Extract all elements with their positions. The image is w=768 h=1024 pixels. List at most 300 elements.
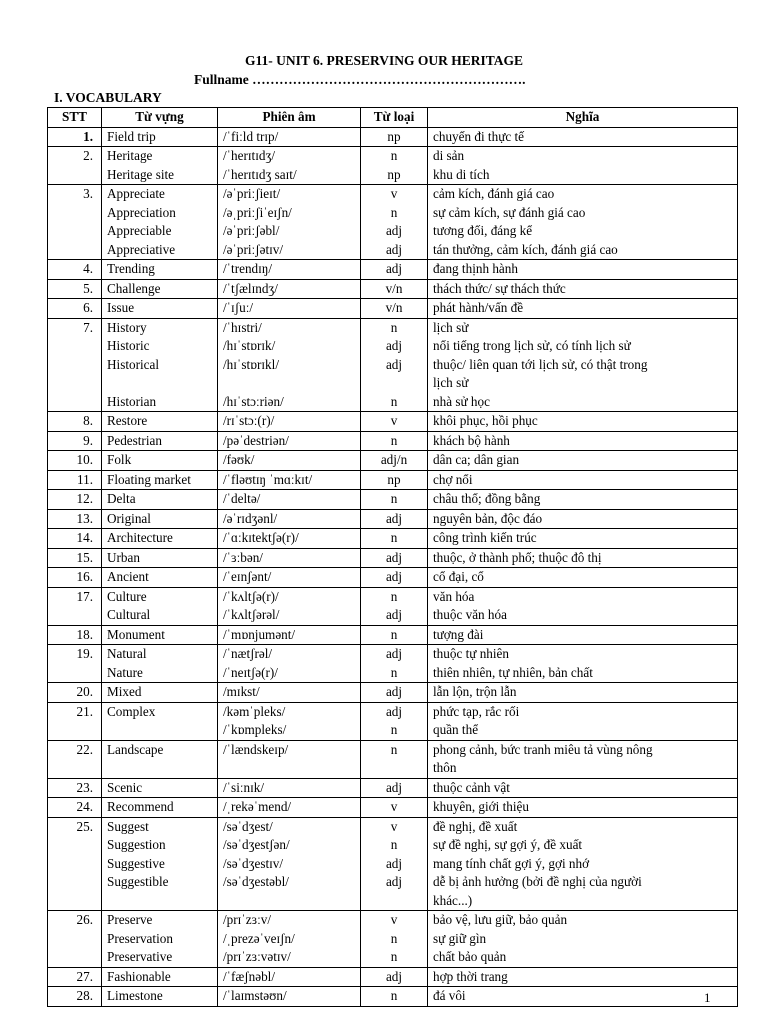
word-cell xyxy=(102,279,218,299)
table-row xyxy=(48,127,738,147)
table-row xyxy=(48,147,738,185)
word-type-cell-line: adj xyxy=(385,261,403,276)
phonetic-cell-line: /ˈneɪtʃə(r)/ xyxy=(223,664,278,680)
phonetic-cell-line: /səˈdʒestʃən/ xyxy=(223,837,290,852)
word-cell-line: Fashionable xyxy=(107,968,171,984)
phonetic-cell xyxy=(218,683,361,703)
word-cell-line: Ancient xyxy=(107,569,149,584)
word-type-cell xyxy=(361,645,428,683)
vocabulary-table xyxy=(47,107,738,1007)
meaning-cell xyxy=(428,431,738,451)
phonetic-cell xyxy=(218,778,361,798)
meaning-cell xyxy=(428,147,738,185)
word-cell-line: Suggest xyxy=(107,818,149,834)
word-cell-line: Field trip xyxy=(107,128,156,144)
phonetic-cell xyxy=(218,911,361,968)
meaning-cell-line: thuộc/ liên quan tới lịch sử, có thật trong xyxy=(433,356,648,372)
word-cell-line: Floating market xyxy=(107,471,191,487)
meaning-cell-line: mang tính chất gợi ý, gợi nhớ xyxy=(433,855,590,871)
meaning-cell xyxy=(428,490,738,510)
meaning-cell-line: văn hóa xyxy=(433,588,475,604)
word-cell-line: Nature xyxy=(107,664,143,680)
meaning-cell xyxy=(428,967,738,987)
phonetic-cell-line: /ˌprezəˈveɪʃn/ xyxy=(223,930,295,946)
word-type-cell-line: n xyxy=(390,148,398,163)
word-cell-line: Historical xyxy=(107,356,160,372)
meaning-cell-line: di sản xyxy=(433,148,465,163)
word-type-cell-line: v/n xyxy=(385,300,403,315)
meaning-cell xyxy=(428,548,738,568)
stt-cell: 23. xyxy=(48,778,102,798)
word-cell-line: Appreciable xyxy=(107,223,172,238)
word-cell-line: Heritage site xyxy=(107,166,175,182)
word-type-cell-line: adj xyxy=(385,223,403,238)
meaning-cell xyxy=(428,412,738,432)
phonetic-cell xyxy=(218,645,361,683)
stt-cell: 11. xyxy=(48,470,102,490)
phonetic-cell-line: /səˈdʒestɪv/ xyxy=(223,855,284,871)
stt-cell: 15. xyxy=(48,548,102,568)
meaning-cell-line: khôi phục, hồi phục xyxy=(433,413,538,428)
word-cell-line xyxy=(107,374,212,393)
phonetic-cell xyxy=(218,817,361,911)
word-cell-line: Mixed xyxy=(107,684,142,699)
phonetic-cell-line: /ˈeɪnʃənt/ xyxy=(223,569,272,584)
stt-cell: 13. xyxy=(48,509,102,529)
stt-cell: 18. xyxy=(48,625,102,645)
word-cell xyxy=(102,147,218,185)
table-row xyxy=(48,412,738,432)
word-type-cell xyxy=(361,451,428,471)
stt-cell: 26. xyxy=(48,911,102,968)
word-cell-line: Historian xyxy=(107,393,157,409)
phonetic-cell-line: /rɪˈstɔː(r)/ xyxy=(223,413,275,428)
word-cell xyxy=(102,625,218,645)
phonetic-cell xyxy=(218,127,361,147)
phonetic-cell-line: /əˈpriːʃətɪv/ xyxy=(223,241,284,257)
phonetic-cell xyxy=(218,967,361,987)
word-cell xyxy=(102,911,218,968)
word-type-cell-line: adj xyxy=(385,779,403,795)
header-stt: STT xyxy=(48,108,102,128)
word-type-cell-line: adj xyxy=(385,855,403,871)
word-cell xyxy=(102,490,218,510)
word-type-cell-line: adj xyxy=(385,874,403,889)
table-row xyxy=(48,683,738,703)
word-type-cell-line: n xyxy=(390,741,398,757)
document-title: G11- UNIT 6. PRESERVING OUR HERITAGE xyxy=(244,53,524,68)
phonetic-cell-line: /fəʊk/ xyxy=(223,452,255,467)
table-row xyxy=(48,451,738,471)
word-cell-line: Landscape xyxy=(107,741,164,757)
phonetic-cell-line: /ˈmɒnjumənt/ xyxy=(223,626,296,642)
word-type-cell-line: v xyxy=(390,799,398,814)
word-cell-line: Heritage xyxy=(107,148,153,163)
word-cell-line: Recommend xyxy=(107,799,174,814)
phonetic-cell-line: /hɪˈstɔːriən/ xyxy=(223,393,284,409)
word-cell xyxy=(102,185,218,260)
word-cell-line: Pedestrian xyxy=(107,432,162,448)
stt-cell: 5. xyxy=(48,279,102,299)
meaning-cell-line: tượng đài xyxy=(433,626,484,642)
meaning-cell-line: sự cảm kích, sự đánh giá cao xyxy=(433,204,586,220)
word-type-cell-line: n xyxy=(390,432,398,448)
stt-cell: 19. xyxy=(48,645,102,683)
word-cell xyxy=(102,451,218,471)
stt-cell: 22. xyxy=(48,740,102,778)
stt-cell: 7. xyxy=(48,318,102,412)
meaning-cell-line: nhà sử học xyxy=(433,393,490,409)
phonetic-cell xyxy=(218,412,361,432)
word-type-cell-line: n xyxy=(390,722,398,737)
phonetic-cell-line: /kəmˈpleks/ xyxy=(223,703,286,719)
table-header-row xyxy=(48,108,738,128)
stt-cell: 17. xyxy=(48,587,102,625)
meaning-cell-line: công trình kiến trúc xyxy=(433,530,537,545)
meaning-cell-line: nổi tiếng trong lịch sử, có tính lịch sử xyxy=(433,338,631,353)
word-cell-line: Culture xyxy=(107,588,147,604)
word-cell-line: Restore xyxy=(107,413,148,428)
word-cell-line: Suggestion xyxy=(107,837,166,852)
word-cell-line: Natural xyxy=(107,646,147,661)
word-type-cell-line: np xyxy=(387,128,401,144)
phonetic-cell-line: /ˈfiːld trɪp/ xyxy=(223,128,279,144)
stt-cell: 27. xyxy=(48,967,102,987)
word-type-cell xyxy=(361,318,428,412)
word-type-cell xyxy=(361,568,428,588)
word-cell xyxy=(102,431,218,451)
word-cell xyxy=(102,470,218,490)
phonetic-cell-line: /prɪˈzɜːv/ xyxy=(223,912,272,927)
word-type-cell-line: adj xyxy=(385,607,403,622)
meaning-cell-line: khuyên, giới thiệu xyxy=(433,799,529,814)
phonetic-cell-line: /ˌrekəˈmend/ xyxy=(223,799,292,814)
word-type-cell-line: adj/n xyxy=(380,452,408,467)
word-type-cell-line: adj xyxy=(385,356,403,372)
word-type-cell-line: v/n xyxy=(385,280,403,296)
meaning-cell-line: phức tạp, rắc rối xyxy=(433,703,520,719)
word-cell xyxy=(102,798,218,818)
phonetic-cell-line: /mɪkst/ xyxy=(223,684,260,699)
table-row xyxy=(48,431,738,451)
word-cell-line: Issue xyxy=(107,300,135,315)
phonetic-cell-line: /hɪˈstɒrɪk/ xyxy=(223,338,276,353)
meaning-cell-line: cổ đại, cổ xyxy=(433,569,484,584)
meaning-cell-line: khách bộ hành xyxy=(433,432,510,448)
phonetic-cell xyxy=(218,431,361,451)
meaning-cell-line: lịch sử xyxy=(433,319,469,335)
word-type-cell-line: n xyxy=(390,530,398,545)
table-row xyxy=(48,987,738,1007)
word-cell xyxy=(102,967,218,987)
table-row xyxy=(48,185,738,260)
word-type-cell xyxy=(361,683,428,703)
phonetic-cell-line: /əˈpriːʃieɪt/ xyxy=(223,186,281,201)
table-row xyxy=(48,587,738,625)
meaning-cell xyxy=(428,260,738,280)
section-heading: I. VOCABULARY xyxy=(54,90,162,105)
word-type-cell xyxy=(361,470,428,490)
word-type-cell-line: n xyxy=(390,626,398,642)
table-row xyxy=(48,568,738,588)
word-cell-line: Historic xyxy=(107,338,150,353)
header-meaning: Nghĩa xyxy=(428,108,738,128)
word-cell xyxy=(102,548,218,568)
word-cell-line xyxy=(107,759,212,778)
meaning-cell xyxy=(428,509,738,529)
word-cell xyxy=(102,568,218,588)
phonetic-cell xyxy=(218,509,361,529)
meaning-cell-line: quần thể xyxy=(433,722,479,737)
header-word-type: Từ loại xyxy=(361,108,428,128)
phonetic-cell-line xyxy=(223,374,355,393)
word-cell xyxy=(102,817,218,911)
phonetic-cell xyxy=(218,740,361,778)
meaning-cell-line: thôn xyxy=(433,760,457,775)
word-cell-line: Cultural xyxy=(107,607,151,622)
word-type-cell-line: v xyxy=(390,818,398,834)
word-cell-line: Preserve xyxy=(107,912,153,927)
word-type-cell xyxy=(361,987,428,1007)
meaning-cell-line: thuộc văn hóa xyxy=(433,607,507,622)
meaning-cell xyxy=(428,185,738,260)
meaning-cell xyxy=(428,587,738,625)
word-type-cell xyxy=(361,778,428,798)
phonetic-cell-line: /ˈfləʊtɪŋ ˈmɑːkɪt/ xyxy=(223,471,313,487)
word-type-cell xyxy=(361,548,428,568)
stt-cell: 14. xyxy=(48,529,102,549)
word-cell-line: Scenic xyxy=(107,779,143,795)
table-row xyxy=(48,279,738,299)
table-row xyxy=(48,470,738,490)
word-cell-line xyxy=(107,892,212,911)
meaning-cell xyxy=(428,625,738,645)
word-type-cell xyxy=(361,740,428,778)
word-cell-line: Appreciative xyxy=(107,241,176,257)
table-row xyxy=(48,817,738,911)
phonetic-cell-line: /ˈlændskeɪp/ xyxy=(223,741,289,757)
phonetic-cell-line: /ˈɑːkɪtektʃə(r)/ xyxy=(223,530,299,545)
table-row xyxy=(48,509,738,529)
meaning-cell-line: đá vôi xyxy=(433,988,466,1003)
table-row xyxy=(48,645,738,683)
phonetic-cell xyxy=(218,470,361,490)
word-cell-line: Limestone xyxy=(107,988,163,1003)
phonetic-cell xyxy=(218,490,361,510)
phonetic-cell-line: /əˈrɪdʒənl/ xyxy=(223,510,278,526)
word-type-cell xyxy=(361,412,428,432)
word-cell-line: Urban xyxy=(107,549,140,565)
word-type-cell-line: n xyxy=(390,949,398,964)
word-type-cell xyxy=(361,911,428,968)
stt-cell: 9. xyxy=(48,431,102,451)
stt-cell: 12. xyxy=(48,490,102,510)
word-type-cell xyxy=(361,967,428,987)
word-cell xyxy=(102,702,218,740)
word-cell xyxy=(102,260,218,280)
stt-cell: 21. xyxy=(48,702,102,740)
word-type-cell-line: n xyxy=(390,204,398,220)
meaning-cell xyxy=(428,279,738,299)
meaning-cell-line: lịch sử xyxy=(433,375,469,390)
meaning-cell-line: châu thổ; đồng bằng xyxy=(433,491,541,506)
meaning-cell-line: dễ bị ảnh hưởng (bởi đề nghị của người xyxy=(433,874,642,889)
phonetic-cell xyxy=(218,987,361,1007)
word-type-cell-line: n xyxy=(390,930,398,946)
word-type-cell-line: n xyxy=(390,319,398,335)
phonetic-cell-line: /səˈdʒest/ xyxy=(223,818,273,834)
word-cell-line: Monument xyxy=(107,626,165,642)
phonetic-cell-line: /ˈlaɪmstəʊn/ xyxy=(223,988,287,1003)
table-row xyxy=(48,967,738,987)
phonetic-cell-line: /ˈɜːbən/ xyxy=(223,549,263,565)
table-row xyxy=(48,798,738,818)
stt-cell: 10. xyxy=(48,451,102,471)
phonetic-cell-line: /əˈpriːʃəbl/ xyxy=(223,223,280,238)
meaning-cell xyxy=(428,645,738,683)
word-cell xyxy=(102,412,218,432)
page-number: 1 xyxy=(704,990,711,1005)
meaning-cell xyxy=(428,568,738,588)
phonetic-cell xyxy=(218,185,361,260)
word-type-cell xyxy=(361,299,428,319)
phonetic-cell xyxy=(218,451,361,471)
word-cell xyxy=(102,740,218,778)
word-type-cell-line: n xyxy=(390,491,398,506)
fullname-line: Fullname ……………………………………………………. xyxy=(194,72,526,87)
table-row xyxy=(48,625,738,645)
meaning-cell-line: phát hành/vấn đề xyxy=(433,300,524,315)
meaning-cell xyxy=(428,702,738,740)
meaning-cell-line: nguyên bản, độc đáo xyxy=(433,510,543,526)
meaning-cell-line: thuộc tự nhiên xyxy=(433,646,510,661)
phonetic-cell-line: /ˈfæʃnəbl/ xyxy=(223,968,276,984)
table-row xyxy=(48,529,738,549)
word-type-cell xyxy=(361,147,428,185)
word-cell xyxy=(102,529,218,549)
meaning-cell xyxy=(428,470,738,490)
phonetic-cell-line: /ˈɪʃuː/ xyxy=(223,300,254,315)
meaning-cell xyxy=(428,740,738,778)
word-cell-line: Suggestible xyxy=(107,874,169,889)
word-cell-line: Folk xyxy=(107,452,132,467)
word-type-cell-line: v xyxy=(390,186,398,201)
word-cell-line: Challenge xyxy=(107,280,161,296)
meaning-cell-line: thuộc cảnh vật xyxy=(433,779,510,795)
phonetic-cell-line: /səˈdʒestəbl/ xyxy=(223,874,289,889)
phonetic-cell-line: /ˈdeltə/ xyxy=(223,491,261,506)
meaning-cell-line: tương đối, đáng kể xyxy=(433,223,533,238)
word-type-cell-line: adj xyxy=(385,703,403,719)
meaning-cell-line: khác...) xyxy=(433,892,473,908)
phonetic-cell xyxy=(218,299,361,319)
meaning-cell-line: sự giữ gìn xyxy=(433,930,487,946)
word-type-cell-line: np xyxy=(387,471,401,487)
word-type-cell-line xyxy=(366,374,422,393)
word-cell-line: Suggestive xyxy=(107,855,165,871)
word-cell-line: Architecture xyxy=(107,530,173,545)
phonetic-cell-line: /ˈtʃælɪndʒ/ xyxy=(223,280,278,296)
word-type-cell-line: adj xyxy=(385,646,403,661)
meaning-cell xyxy=(428,299,738,319)
meaning-cell xyxy=(428,798,738,818)
word-type-cell-line: v xyxy=(390,912,398,927)
word-type-cell xyxy=(361,279,428,299)
meaning-cell xyxy=(428,127,738,147)
phonetic-cell-line: /ˈtrendɪŋ/ xyxy=(223,261,273,276)
word-cell xyxy=(102,645,218,683)
meaning-cell-line: sự đề nghị, sự gợi ý, đề xuất xyxy=(433,837,583,852)
phonetic-cell-line xyxy=(223,759,355,778)
meaning-cell-line: khu di tích xyxy=(433,166,490,182)
meaning-cell xyxy=(428,778,738,798)
meaning-cell-line: phong cảnh, bức tranh miêu tả vùng nông xyxy=(433,741,653,757)
meaning-cell-line: dân ca; dân gian xyxy=(433,452,520,467)
phonetic-cell-line: /ˈhɪstri/ xyxy=(223,319,262,335)
word-type-cell-line: v xyxy=(390,413,398,428)
stt-cell: 3. xyxy=(48,185,102,260)
meaning-cell xyxy=(428,911,738,968)
meaning-cell-line: thuộc, ở thành phố; thuộc đô thị xyxy=(433,549,602,565)
meaning-cell-line: bảo vệ, lưu giữ, bảo quản xyxy=(433,912,568,927)
table-row xyxy=(48,548,738,568)
word-cell-line: Delta xyxy=(107,491,136,506)
table-row xyxy=(48,911,738,968)
phonetic-cell xyxy=(218,147,361,185)
phonetic-cell xyxy=(218,568,361,588)
word-type-cell-line: n xyxy=(390,988,398,1003)
stt-cell: 4. xyxy=(48,260,102,280)
phonetic-cell-line: /prɪˈzɜːvətɪv/ xyxy=(223,949,291,964)
stt-cell: 28. xyxy=(48,987,102,1007)
word-cell xyxy=(102,318,218,412)
word-type-cell xyxy=(361,817,428,911)
phonetic-cell-line: /hɪˈstɒrɪkl/ xyxy=(223,356,279,372)
word-cell-line: Preservative xyxy=(107,949,173,964)
phonetic-cell-line xyxy=(223,892,355,911)
word-type-cell-line: adj xyxy=(385,569,403,584)
meaning-cell-line: thách thức/ sự thách thức xyxy=(433,280,566,296)
phonetic-cell xyxy=(218,798,361,818)
phonetic-cell-line: /ˈherɪtɪdʒ/ xyxy=(223,148,275,163)
stt-cell: 20. xyxy=(48,683,102,703)
stt-cell: 8. xyxy=(48,412,102,432)
word-cell xyxy=(102,509,218,529)
meaning-cell-line: thiên nhiên, tự nhiên, bản chất xyxy=(433,664,593,680)
stt-cell: 16. xyxy=(48,568,102,588)
word-type-cell-line: n xyxy=(390,393,398,409)
word-cell xyxy=(102,987,218,1007)
stt-cell: 25. xyxy=(48,817,102,911)
phonetic-cell-line: /ˈnætʃrəl/ xyxy=(223,646,273,661)
meaning-cell-line: chợ nổi xyxy=(433,471,473,487)
word-type-cell-line: n xyxy=(390,664,398,680)
table-row xyxy=(48,299,738,319)
word-cell xyxy=(102,778,218,798)
phonetic-cell-line: /ˈherɪtɪdʒ saɪt/ xyxy=(223,166,297,182)
word-cell xyxy=(102,587,218,625)
word-type-cell-line: adj xyxy=(385,968,403,984)
word-cell xyxy=(102,299,218,319)
word-cell-line: Complex xyxy=(107,703,156,719)
word-type-cell xyxy=(361,625,428,645)
phonetic-cell xyxy=(218,587,361,625)
meaning-cell xyxy=(428,987,738,1007)
word-type-cell xyxy=(361,431,428,451)
word-type-cell xyxy=(361,702,428,740)
word-cell-line xyxy=(107,721,212,740)
word-type-cell-line xyxy=(366,759,422,778)
